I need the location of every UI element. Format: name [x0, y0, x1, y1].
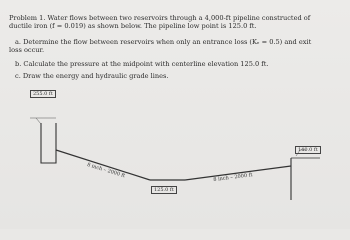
left-reservoir-elevation-label: 255.0 ft: [30, 90, 56, 98]
pipe-2-label: 8 inch – 2000 ft: [213, 172, 253, 183]
part-a-line-2: loss occur.: [9, 46, 45, 54]
problem-text-line-1: Water flows between two reservoirs through a 4,000-ft pipeline constructed of: [47, 14, 311, 22]
pipe-1-label: 8 inch – 2000 ft: [86, 162, 126, 180]
part-c: c. Draw the energy and hydraulic grade lines.: [15, 72, 169, 80]
low-point-elevation-label: 125.0 ft: [151, 186, 177, 194]
problem-statement-line-2: ductile iron (f = 0.019) as shown below. The pipeline low point is 125.0 ft.: [9, 22, 257, 30]
pipe-segment-1: [56, 150, 150, 180]
part-a-line-1: a. Determine the flow between reservoirs when only an entrance loss (Kₑ = 0.5) and exit: [15, 38, 312, 46]
problem-title: Problem 1.: [9, 14, 46, 22]
left-reservoir-wall: [41, 123, 56, 163]
right-reservoir-elevation-label: 140.0 ft: [295, 146, 321, 154]
left-reservoir-marker: [36, 118, 41, 124]
part-b: b. Calculate the pressure at the midpoint with centerline elevation 125.0 ft.: [15, 60, 269, 68]
